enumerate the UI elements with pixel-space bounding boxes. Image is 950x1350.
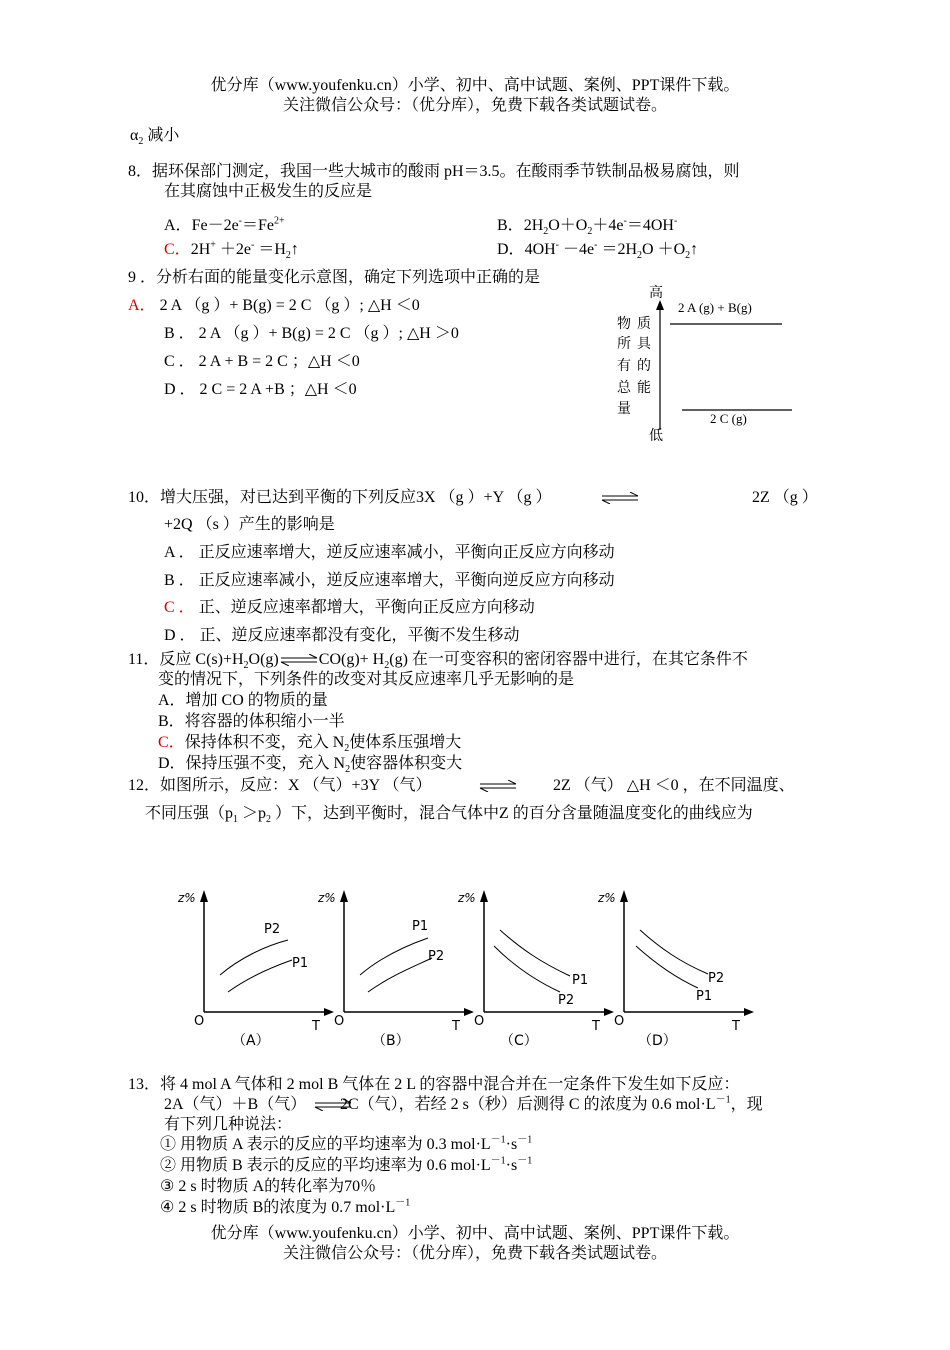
equilibrium-arrow-icon <box>279 654 319 666</box>
svg-text:具: 具 <box>637 337 651 352</box>
svg-text:O: O <box>474 1014 485 1029</box>
q11-stem-2: 变的情况下，下列条件的改变对其反应速率几乎无影响的是 <box>158 671 575 688</box>
q8-option-d: D．$4OH^- -4e^- =2H_2O$ $+O_2↑$ <box>497 239 699 262</box>
low-label: 低 <box>649 429 663 444</box>
svg-text:T: T <box>312 1019 320 1034</box>
answer-key-c: C． <box>158 734 185 751</box>
q10-stem-1b: 2Z （g ） <box>752 489 818 506</box>
svg-text:能: 能 <box>637 381 651 396</box>
curve-p1 <box>360 938 428 975</box>
svg-text:的: 的 <box>637 359 651 374</box>
svg-text:T: T <box>592 1019 600 1034</box>
answer-key-c: C ． <box>164 599 195 616</box>
curve-p2 <box>640 930 708 974</box>
equilibrium-arrow-icon <box>600 492 640 504</box>
graph-c <box>457 890 614 1049</box>
q12-stem-1b: 2Z （气） △H ＜0 ，在不同温度、 <box>553 777 795 794</box>
q13-stem-2b: 2C（气），若经 2 s（秒）后测得 C 的浓度为 0.6 $mol\cdot L^{-1}$，现 <box>340 1094 763 1113</box>
footer-line-1: 优分库（www.youfenku.cn）小学、初中、高中试题、案例、PPT课件下载。 <box>210 1225 740 1242</box>
q13-item-4: ④ 2 s 时物质 B的浓度为 0.7 $mol\cdot L^{-1}$ <box>160 1197 411 1216</box>
q13-item-2: ② 用物质 B 表示的反应的平均速率为 0.6 $mol\cdot L^{-1}\cdot s^{-1}$ <box>160 1155 533 1174</box>
energy-diagram <box>600 280 810 450</box>
previous-answer: $\alpha_2$ 减小 <box>130 127 180 148</box>
svg-text:O: O <box>194 1014 205 1029</box>
svg-text:所: 所 <box>617 337 631 352</box>
curve-label-p1: P1 <box>412 919 429 934</box>
graph-d <box>597 890 754 1049</box>
q8-option-a: A．$Fe-2e^-=Fe^{2+}$ <box>164 215 285 234</box>
q13-stem-3: 有下列几种说法： <box>164 1116 293 1133</box>
q8-option-c: C．$2H^+ +2e^- =H_2↑$ <box>164 239 299 262</box>
svg-text:z%: z% <box>598 891 616 905</box>
q12-graphs <box>170 880 760 1055</box>
curve-p2 <box>494 946 560 992</box>
equilibrium-arrow-icon <box>478 780 518 792</box>
answer-key-c: C． <box>164 241 191 258</box>
graph-a <box>177 890 334 1049</box>
q12-stem-1: 12．如图所示，反应：X （气）+3Y （气） <box>128 777 432 794</box>
curve-p1 <box>636 946 698 988</box>
svg-text:量: 量 <box>617 402 631 417</box>
svg-text:总: 总 <box>617 381 631 396</box>
q8-option-b: B．$2H_2O+O_2+4e^-=4OH^-$ <box>497 215 678 238</box>
q13-item-1: ① 用物质 A 表示的反应的平均速率为 0.3 $mol\cdot L^{-1}\cdot s^{-1}$ <box>160 1134 533 1153</box>
svg-text:O: O <box>614 1014 625 1029</box>
q8-stem-1: 8．据环保部门测定，我国一些大城市的酸雨 pH＝3.5。在酸雨季节铁制品极易腐蚀，则 <box>128 163 740 180</box>
curve-label-p2: P2 <box>264 922 281 937</box>
header-line-1: 优分库（www.youfenku.cn）小学、初中、高中试题、案例、PPT课件下载。 <box>210 77 740 94</box>
q11-option-d: D．保持压强不变，充入 $N_2$使容器体积变大 <box>158 755 463 776</box>
curve-label-p2: P2 <box>558 993 575 1008</box>
svg-text:z%: z% <box>318 891 336 905</box>
curve-p2 <box>220 940 288 975</box>
header-line-2: 关注微信公众号：（优分库），免费下载各类试题试卷。 <box>282 97 667 114</box>
high-label: 高 <box>649 286 663 301</box>
q13-item-3: ③ 2 s 时物质 A的转化率为70％ <box>160 1178 377 1195</box>
svg-text:O: O <box>334 1014 345 1029</box>
q11-option-c: C．保持体积不变，充入 $N_2$使体系压强增大 <box>158 734 462 755</box>
q9-option-c: C ． 2 A + B = 2 C ；△H ＜0 <box>164 353 360 370</box>
top-level-label: 2 A (g) + B(g) <box>678 300 752 315</box>
q13-stem-1: 13．将 4 mol A 气体和 2 mol B 气体在 2 L 的容器中混合并在一定条件下发生如下反应： <box>128 1076 740 1093</box>
q10-option-d: D ． 正、逆反应速率都没有变化，平衡不发生移动 <box>164 627 520 644</box>
q11-option-b: B．将容器的体积缩小一半 <box>158 713 345 730</box>
graph-label: （D） <box>638 1033 677 1049</box>
q9-stem: 9 ．分析右面的能量变化示意图，确定下列选项中正确的是 <box>128 269 541 286</box>
graph-label: （A） <box>232 1033 270 1049</box>
curve-p1 <box>228 960 292 992</box>
svg-text:有: 有 <box>617 359 631 374</box>
answer-key-a: A． <box>128 297 156 314</box>
graph-label: （C） <box>500 1033 538 1049</box>
curve-p1 <box>500 930 570 976</box>
bottom-level-label: 2 C (g) <box>710 411 747 426</box>
q10-option-c: C ． 正、逆反应速率都增大，平衡向正反应方向移动 <box>164 599 535 616</box>
footer-line-2: 关注微信公众号：（优分库），免费下载各类试题试卷。 <box>282 1245 667 1262</box>
q9-option-b: B ． 2 A （g ）+ B(g) = 2 C （g ）; △H ＞0 <box>164 325 459 342</box>
q13-stem-2: 2A（气）＋B（气） <box>164 1096 307 1113</box>
curve-p2 <box>368 958 432 992</box>
graph-label: （B） <box>372 1033 410 1049</box>
graph-b <box>317 890 474 1049</box>
svg-text:T: T <box>452 1019 460 1034</box>
q10-option-a: A ． 正反应速率增大，逆反应速率减小，平衡向正反应方向移动 <box>164 544 615 561</box>
q8-stem-2: 在其腐蚀中正极发生的反应是 <box>164 183 373 200</box>
q11-option-a: A．增加 CO 的物质的量 <box>158 692 328 709</box>
q10-stem-1: 10．增大压强，对已达到平衡的下列反应3X （g ）+Y （g ） <box>128 489 552 506</box>
svg-text:z%: z% <box>178 891 196 905</box>
curve-label-p1: P1 <box>292 956 309 971</box>
q10-stem-2: +2Q （s ）产生的影响是 <box>164 516 335 533</box>
svg-text:z%: z% <box>458 891 476 905</box>
curve-label-p1: P1 <box>572 973 589 988</box>
curve-label-p2: P2 <box>428 949 445 964</box>
q9-option-a: A． 2 A （g ）+ B(g) = 2 C （g ）; △H ＜0 <box>128 297 420 314</box>
curve-label-p2: P2 <box>708 971 725 986</box>
q10-option-b: B ． 正反应速率减小，逆反应速率增大，平衡向逆反应方向移动 <box>164 572 615 589</box>
q9-option-d: D ． 2 C = 2 A +B ；△H ＜0 <box>164 381 357 398</box>
svg-text:T: T <box>732 1019 740 1034</box>
q12-stem-2: 不同压强（$p_1 >p_2$ ）下，达到平衡时，混合气体中Z 的百分含量随温度变化的曲线应为 <box>145 805 753 826</box>
svg-text:质: 质 <box>637 317 651 332</box>
curve-label-p1: P1 <box>696 989 713 1004</box>
svg-text:物: 物 <box>617 317 631 332</box>
q11-stem-1: 11．反应 $C(s)+H_2O(g)$ $CO(g)+ H_2(g)$ 在一可变容积的密闭容器中进行，在其它条件不 <box>128 651 748 672</box>
